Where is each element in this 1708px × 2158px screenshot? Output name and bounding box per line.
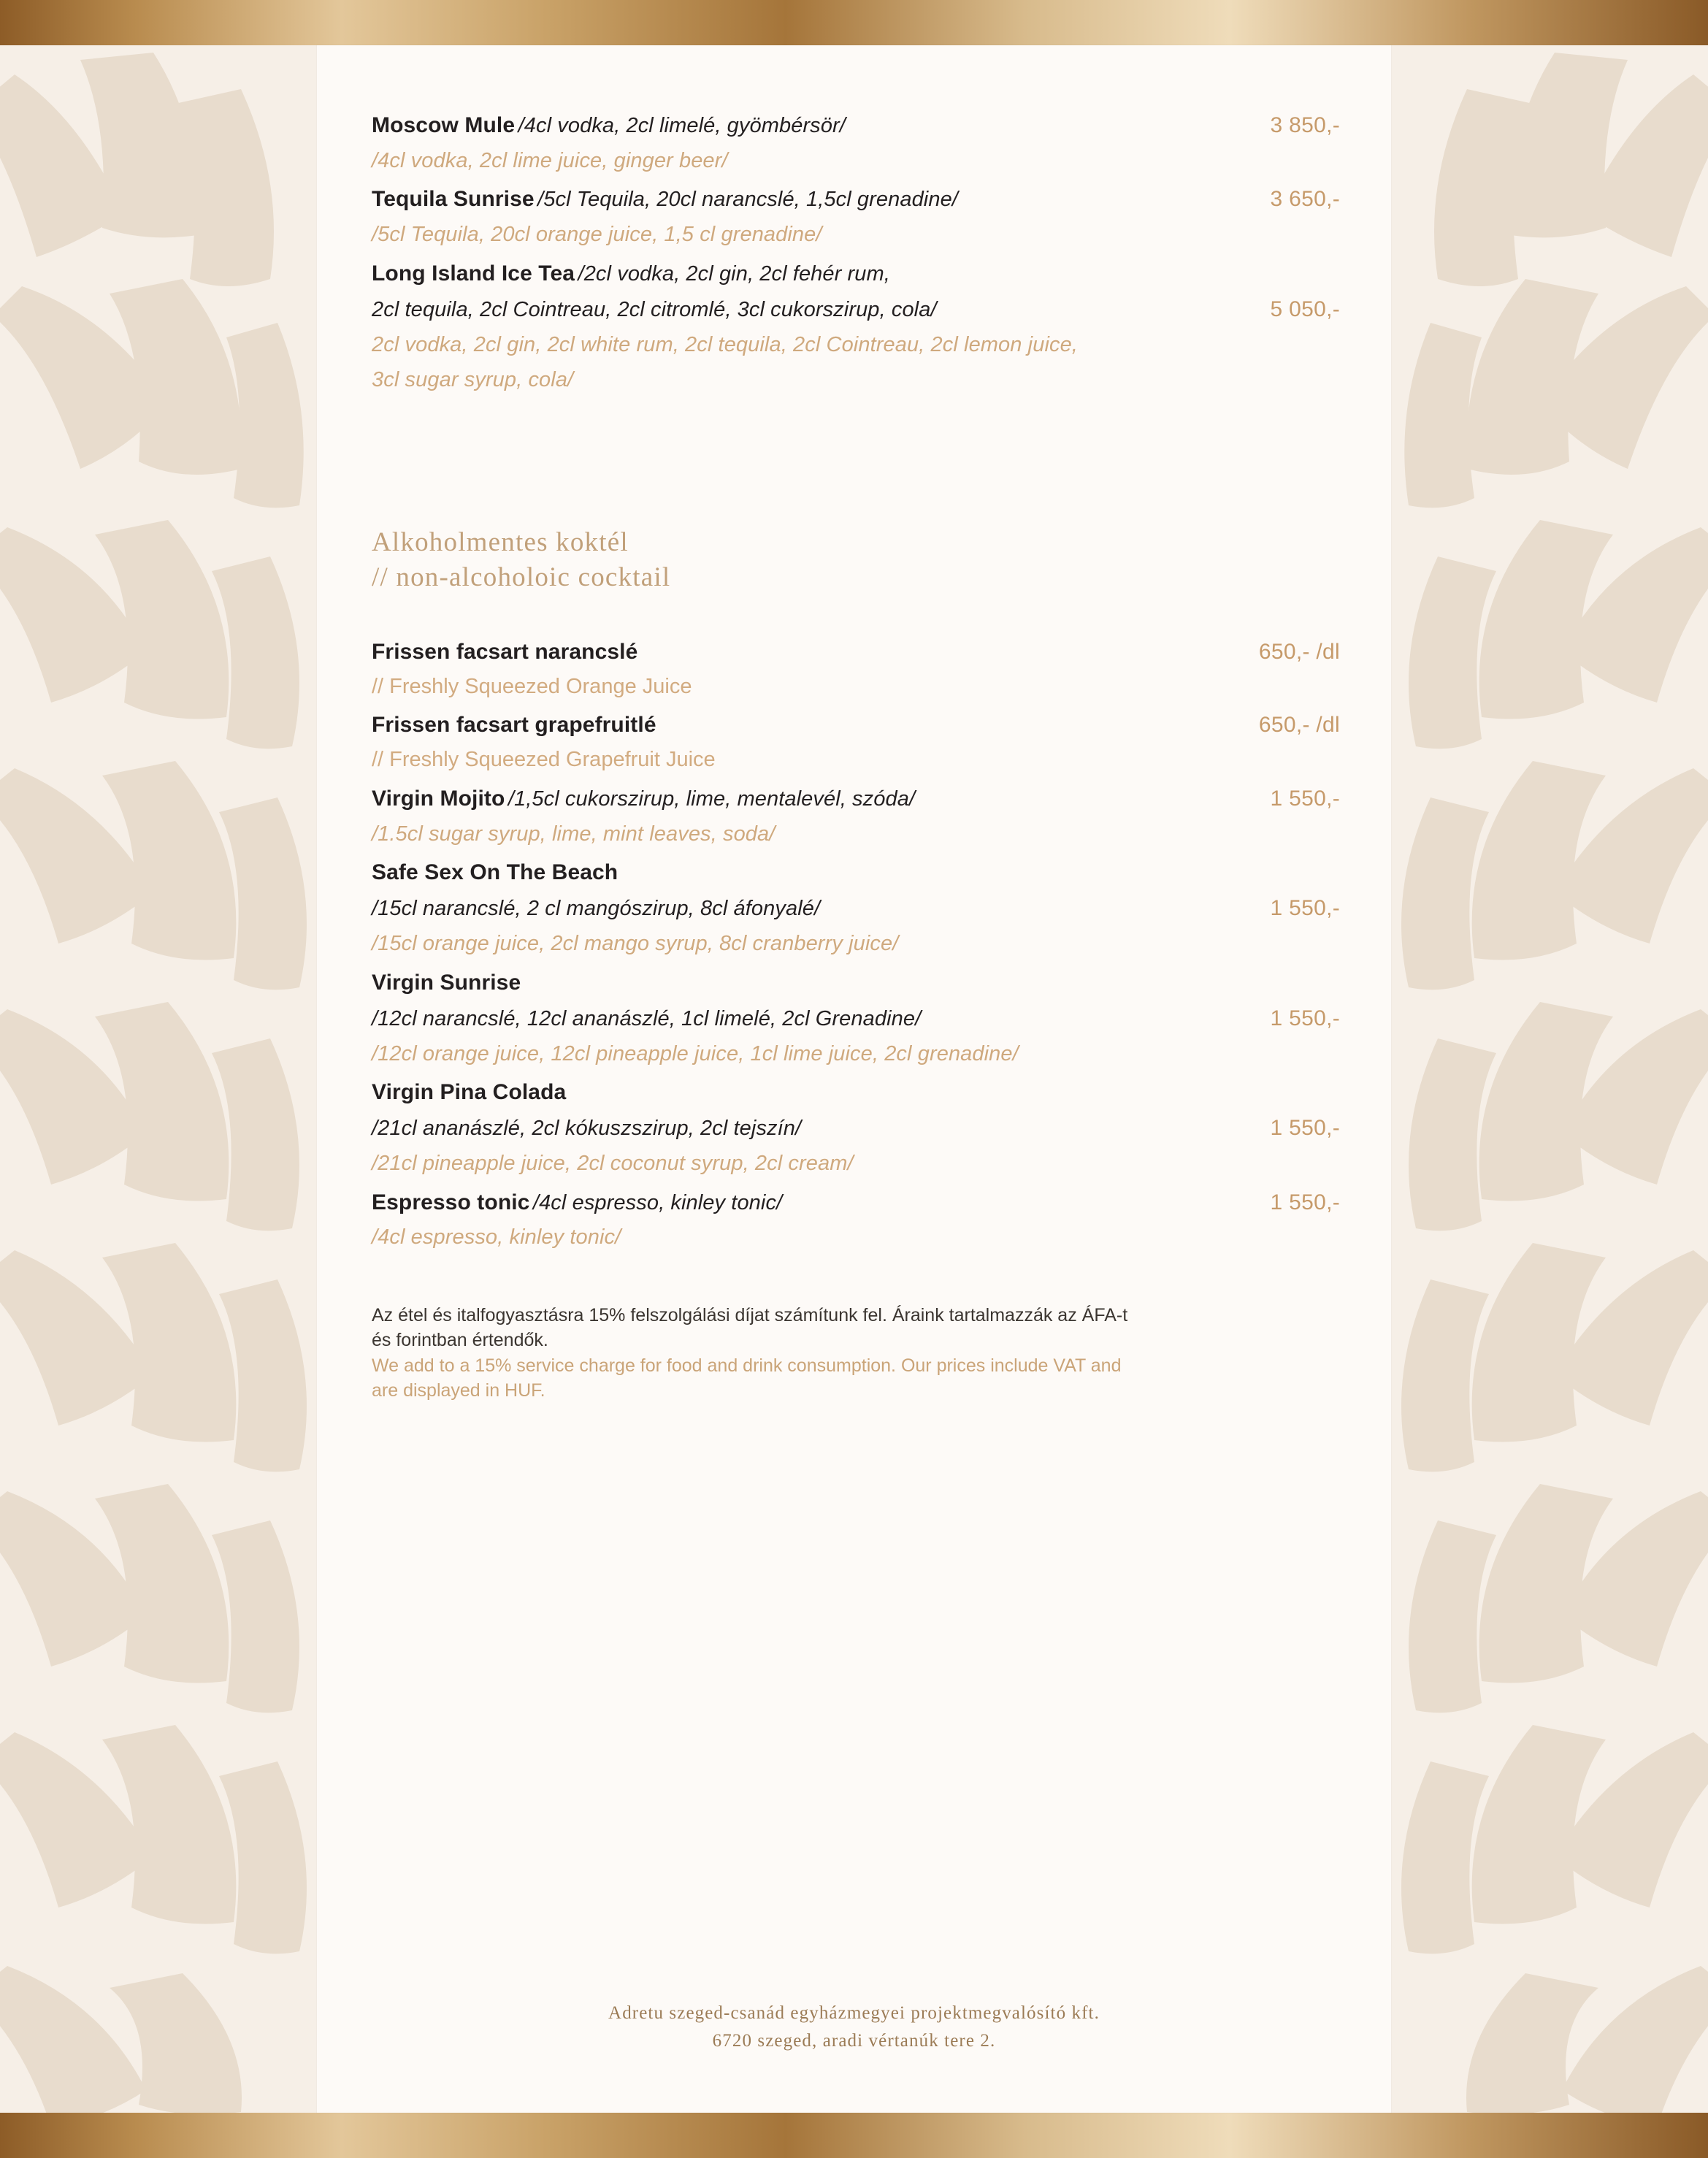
item-price: 1 550,- <box>1270 787 1340 811</box>
menu-item <box>372 638 1340 701</box>
note-hu-line2: és forintban értendők. <box>372 1330 548 1351</box>
item-desc-en-line1: 2cl vodka, 2cl gin, 2cl white rum, 2cl tequila, 2cl Cointreau, 2cl lemon juice, <box>372 333 1078 357</box>
menu-item <box>372 1188 1340 1252</box>
item-name: Long Island Ice Tea <box>372 261 575 286</box>
right-decorative-pattern <box>1387 45 1708 2113</box>
item-desc-en: // Freshly Squeezed Orange Juice <box>372 674 692 698</box>
left-decorative-pattern <box>0 45 321 2113</box>
item-price: 1 550,- <box>1270 1006 1340 1030</box>
section-heading <box>372 525 1340 595</box>
company-address: 6720 szeged, aradi vértanúk tere 2. <box>712 2031 996 2051</box>
item-name: Frissen facsart narancslé <box>372 639 638 664</box>
heading-spacer <box>372 595 1340 638</box>
item-desc-en: /1.5cl sugar syrup, lime, mint leaves, soda/ <box>372 822 776 846</box>
item-name: Safe Sex On The Beach <box>372 860 619 885</box>
item-name: Virgin Pina Colada <box>372 1080 567 1105</box>
item-name: Espresso tonic <box>372 1190 530 1214</box>
item-desc-hu: /15cl narancslé, 2 cl mangószirup, 8cl áfonyalé/ <box>372 897 821 921</box>
item-desc-en: /21cl pineapple juice, 2cl coconut syrup, 2cl cream/ <box>372 1151 854 1175</box>
section-title-en: // non-alcoholoic cocktail <box>372 562 671 592</box>
item-desc-hu: /12cl narancslé, 12cl ananászlé, 1cl limelé, 2cl Grenadine/ <box>372 1006 922 1030</box>
item-desc-en: /4cl vodka, 2cl lime juice, ginger beer/ <box>372 148 728 172</box>
item-name: Tequila Sunrise <box>372 187 535 212</box>
note-en-line1: We add to a 15% service charge for food and drink consumption. Our prices include VAT and <box>372 1355 1122 1376</box>
menu-sheet <box>317 45 1391 2113</box>
section-spacer <box>372 405 1340 525</box>
item-desc-en: /4cl espresso, kinley tonic/ <box>372 1225 621 1250</box>
item-name: Frissen facsart grapefruitlé <box>372 713 656 738</box>
menu-item <box>372 784 1340 848</box>
menu-item <box>372 968 1340 1068</box>
menu-item <box>372 1078 1340 1177</box>
item-desc-hu: /1,5cl cukorszirup, lime, mentalevél, szóda/ <box>508 787 916 811</box>
bottom-gold-band <box>0 2113 1708 2158</box>
menu-item <box>372 111 1340 175</box>
company-footer <box>317 2000 1391 2056</box>
note-hu-line1: Az étel és italfogyasztásra 15% felszolgálási díjat számítunk fel. Áraink tartalmazzák az ÁFA-t <box>372 1304 1128 1325</box>
item-desc-hu: /5cl Tequila, 20cl narancslé, 1,5cl grenadine/ <box>537 188 958 212</box>
item-price: 650,- /dl <box>1258 639 1340 664</box>
item-desc-en: /12cl orange juice, 12cl pineapple juice, 1cl lime juice, 2cl grenadine/ <box>372 1041 1019 1065</box>
company-name: Adretu szeged-csanád egyházmegyei projektmegvalósító kft. <box>608 2002 1100 2023</box>
item-price: 1 550,- <box>1270 896 1340 921</box>
item-desc-en: /15cl orange juice, 2cl mango syrup, 8cl cranberry juice/ <box>372 932 899 956</box>
cocktail-list-continued <box>372 111 1340 394</box>
top-gold-band <box>0 0 1708 45</box>
item-price: 3 850,- <box>1270 113 1340 137</box>
item-desc-en: // Freshly Squeezed Grapefruit Juice <box>372 748 716 772</box>
note-en-line2: are displayed in HUF. <box>372 1380 545 1401</box>
item-name: Virgin Sunrise <box>372 970 521 995</box>
service-charge-note <box>372 1303 1340 1404</box>
item-name: Virgin Mojito <box>372 787 505 811</box>
item-price: 5 050,- <box>1270 297 1340 322</box>
item-price: 3 650,- <box>1270 187 1340 212</box>
menu-item <box>372 259 1340 394</box>
item-desc-hu: /21cl ananászlé, 2cl kókuszszirup, 2cl tejszín/ <box>372 1117 802 1141</box>
menu-content <box>372 111 1340 2113</box>
item-desc-en-line2: 3cl sugar syrup, cola/ <box>372 367 574 391</box>
menu-item <box>372 711 1340 774</box>
non-alcoholic-list <box>372 638 1340 1252</box>
item-price: 650,- /dl <box>1258 713 1340 738</box>
item-desc-en: /5cl Tequila, 20cl orange juice, 1,5 cl grenadine/ <box>372 223 822 247</box>
item-desc-hu-line2: 2cl tequila, 2cl Cointreau, 2cl citromlé, 3cl cukorszirup, cola/ <box>372 298 937 322</box>
item-name: Moscow Mule <box>372 113 516 137</box>
menu-item <box>372 858 1340 957</box>
item-price: 1 550,- <box>1270 1116 1340 1141</box>
item-desc-hu: /4cl vodka, 2cl limelé, gyömbérsör/ <box>518 114 846 137</box>
section-title-hu: Alkoholmentes koktél <box>372 527 629 557</box>
menu-item <box>372 185 1340 248</box>
item-desc-hu: /4cl espresso, kinley tonic/ <box>532 1190 783 1214</box>
item-price: 1 550,- <box>1270 1190 1340 1214</box>
item-desc-hu-line1: /2cl vodka, 2cl gin, 2cl fehér rum, <box>578 261 890 286</box>
